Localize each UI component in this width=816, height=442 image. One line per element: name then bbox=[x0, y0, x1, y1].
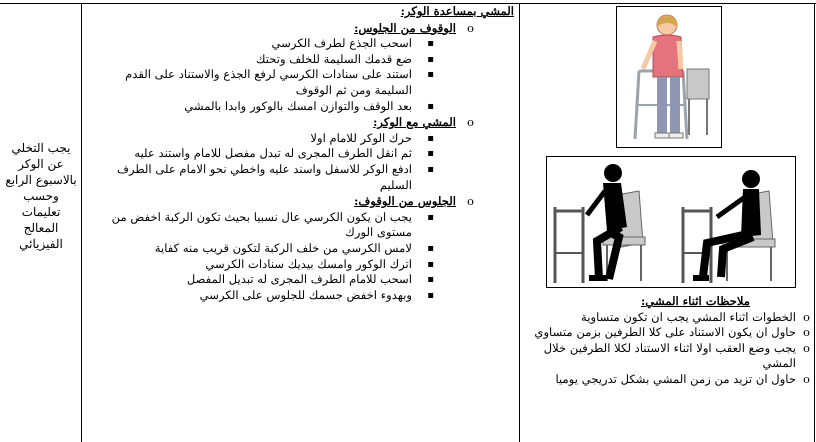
list-item: ▪ بعد الوقف والتوازن امسك بالوكور وابدا بالمشي bbox=[184, 98, 434, 113]
hollow-circle-bullet-icon: o bbox=[803, 340, 810, 355]
side-note: يجب التخلي عن الوكر بالاسبوع الرابع وحسب تعليمات المعالج الفيزيائي bbox=[5, 141, 77, 251]
sitting-with-walker-illustration bbox=[546, 156, 796, 288]
square-bullet-icon: ▪ bbox=[427, 100, 434, 112]
instructions-column bbox=[86, 4, 518, 303]
hollow-circle-bullet-icon: o bbox=[467, 20, 474, 35]
section-title: o الجلوس من الوقوف: bbox=[354, 194, 474, 209]
square-bullet-icon: ▪ bbox=[427, 258, 434, 270]
table-right-border bbox=[814, 3, 815, 442]
walking-notes bbox=[528, 294, 810, 388]
section-walking bbox=[86, 115, 518, 193]
list-item: ▪ اسحب الجذع لطرف الكرسي bbox=[271, 36, 434, 51]
list-item: o الخطوات اثناء المشي يجب ان تكون متساوية bbox=[581, 309, 810, 324]
hollow-circle-bullet-icon: o bbox=[803, 325, 810, 340]
list-item: o حاول ان يكون الاستناد على كلا الطرفين بزمن متساوي bbox=[534, 325, 810, 340]
list-item: ▪ ضع قدمك السليمة للخلف وتحتك bbox=[256, 51, 434, 66]
section-stand-up bbox=[86, 21, 518, 115]
list-item: ▪ ثم انقل الطرف المجرى له تبدل مفصل للامام واستند عليه bbox=[134, 146, 434, 161]
list-item: ▪ اسحب للامام الطرف المجرى له تبديل المفصل bbox=[186, 272, 434, 287]
hollow-circle-bullet-icon: o bbox=[803, 309, 810, 324]
square-bullet-icon: ▪ bbox=[427, 148, 434, 160]
walker-standing-illustration bbox=[616, 6, 722, 148]
column-divider-left bbox=[81, 3, 82, 442]
square-bullet-icon: ▪ bbox=[427, 274, 434, 286]
hollow-circle-bullet-icon: o bbox=[467, 115, 474, 130]
hollow-circle-bullet-icon: o bbox=[467, 194, 474, 209]
main-title: المشي بمساعدة الوكر: bbox=[400, 4, 514, 18]
column-divider-right bbox=[519, 3, 520, 442]
list-item: ▪ حرك الوكر للامام اولا bbox=[310, 130, 434, 145]
square-bullet-icon: ▪ bbox=[427, 69, 434, 81]
square-bullet-icon: ▪ bbox=[427, 163, 434, 175]
square-bullet-icon: ▪ bbox=[427, 38, 434, 50]
list-item: o حاول ان تزيد من زمن المشي بشكل تدريجي يوميا bbox=[555, 371, 810, 386]
section-title: o الوقوف من الجلوس: bbox=[354, 20, 474, 35]
list-item: ▪ يجب ان يكون الكرسي عال نسبيا بحيث تكون الركبة اخفض من مستوى الورك bbox=[111, 209, 434, 240]
square-bullet-icon: ▪ bbox=[427, 242, 434, 254]
square-bullet-icon: ▪ bbox=[427, 211, 434, 223]
list-item: o يجب وضع العقب اولا اثناء الاستناد لكلا الطرفين خلال المشي bbox=[543, 340, 810, 371]
list-item: ▪ لامس الكرسي من خلف الركبة لتكون قريب منه كفاية bbox=[154, 240, 434, 255]
list-item: ▪ استند على سنادات الكرسي لرفع الجذع والاستناد على القدم السليمة ومن ثم الوقوف bbox=[125, 67, 434, 97]
notes-title: ملاحظات اثناء المشي: bbox=[641, 294, 750, 308]
section-title: o المشي مع الوكر: bbox=[373, 115, 474, 130]
section-sit-down bbox=[86, 194, 518, 303]
square-bullet-icon: ▪ bbox=[427, 53, 434, 65]
list-item: ▪ وبهدوء اخفض جسمك للجلوس على الكرسي bbox=[199, 287, 434, 302]
list-item: ▪ ادفع الوكر للاسفل واسند عليه واخطي نحو الامام على الطرف السليم bbox=[116, 161, 434, 192]
square-bullet-icon: ▪ bbox=[427, 289, 434, 301]
hollow-circle-bullet-icon: o bbox=[803, 371, 810, 386]
square-bullet-icon: ▪ bbox=[427, 132, 434, 144]
list-item: ▪ اترك الوكور وامسك بيديك سنادات الكرسي bbox=[205, 256, 434, 271]
